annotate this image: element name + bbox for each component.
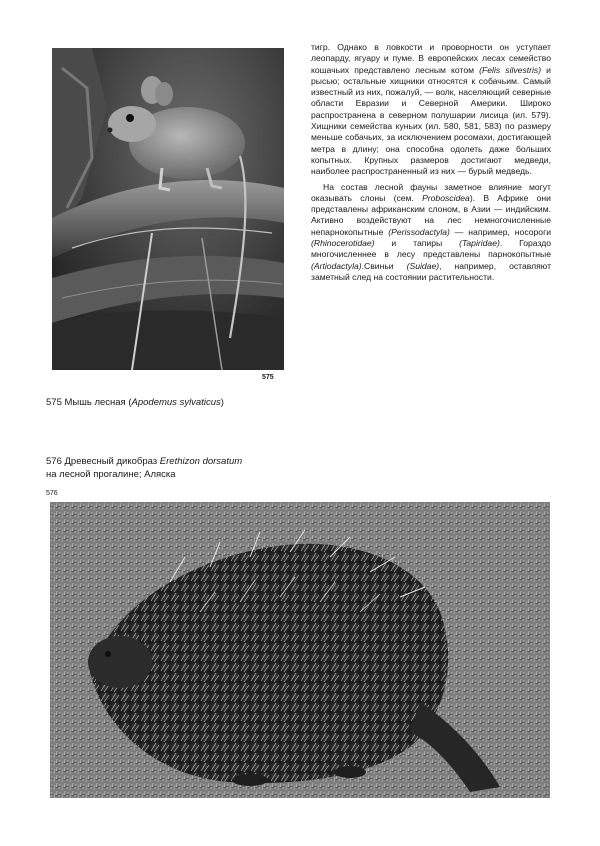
latin-name: Proboscidea — [422, 192, 470, 203]
figure-575-number: 575 — [262, 374, 274, 381]
latin-name: (Tapiridae) — [459, 238, 500, 249]
caption-575-number: 575 — [46, 397, 62, 408]
text-run: , например, оставляют заметный след на состоянии растительности. — [311, 260, 552, 282]
caption-576-number: 576 — [46, 456, 62, 467]
latin-name: (Felis silvestris) — [479, 64, 542, 75]
latin-name: (Artiodactyla) — [311, 260, 362, 271]
text-run: . Гораздо многочисленнее в лесу представлены парнокопытные — [311, 238, 551, 260]
caption-576-text: Древесный дикобраз — [64, 456, 158, 467]
body-text — [311, 42, 551, 283]
text-run: .Свиньи — [361, 260, 407, 271]
text-run: — например, носороги — [449, 226, 551, 237]
latin-name: (Suidae) — [406, 260, 440, 271]
porcupine-photo — [50, 502, 550, 798]
mouse-photo — [52, 48, 284, 370]
figure-576-number: 576 — [46, 490, 58, 497]
text-run: и тапиры — [374, 238, 460, 249]
figure-575-caption: 575 Мышь лесная (Apodemus sylvaticus) — [46, 397, 224, 408]
text-run: ). В Африке они представлены африканским слоном, в Азии — индийским. Активно воздействуют на лес немногочисленные непарнокопытные — [311, 192, 551, 237]
paragraph-2 — [311, 182, 551, 284]
latin-name: (Rhinocerotidae) — [311, 238, 375, 249]
paragraph-1 — [311, 42, 551, 178]
caption-575-text: Мышь лесная — [64, 397, 126, 408]
caption-576-line2: на лесной прогалине; Аляска — [46, 468, 176, 480]
figure-576-caption — [46, 456, 242, 481]
text-run: и рысью; остальные хищники относятся к собачьим. Самый известный из них, пожалуй, — волк, населяющий северные области Евразии и Северной Америки. Широко распространена в северном полушарии лисица (ил. 579). Хищники семейства куньих (ил. 580, 581, 583) по размеру меньше собачьих, за исключением росомахи, достигающей метра в длину; она способна одолеть даже больших копытных. Крупных размеров достигают медведи, наиболее распространенный из них — бурый медведь. — [311, 64, 551, 177]
latin-name: (Perissodactyla) — [388, 226, 450, 237]
text-run: тигр. Однако в ловкости и проворности он уступает леопарду, ягуару и пуме. В европейских лесах семейство кошачьих представлено лесным котом — [311, 42, 551, 75]
caption-575-latin: Apodemus sylvaticus — [131, 397, 221, 408]
caption-576-latin: Erethizon dorsatum — [159, 456, 243, 467]
text-run: На состав лесной фауны заметное влияние могут оказывать слоны (сем. — [311, 181, 551, 203]
